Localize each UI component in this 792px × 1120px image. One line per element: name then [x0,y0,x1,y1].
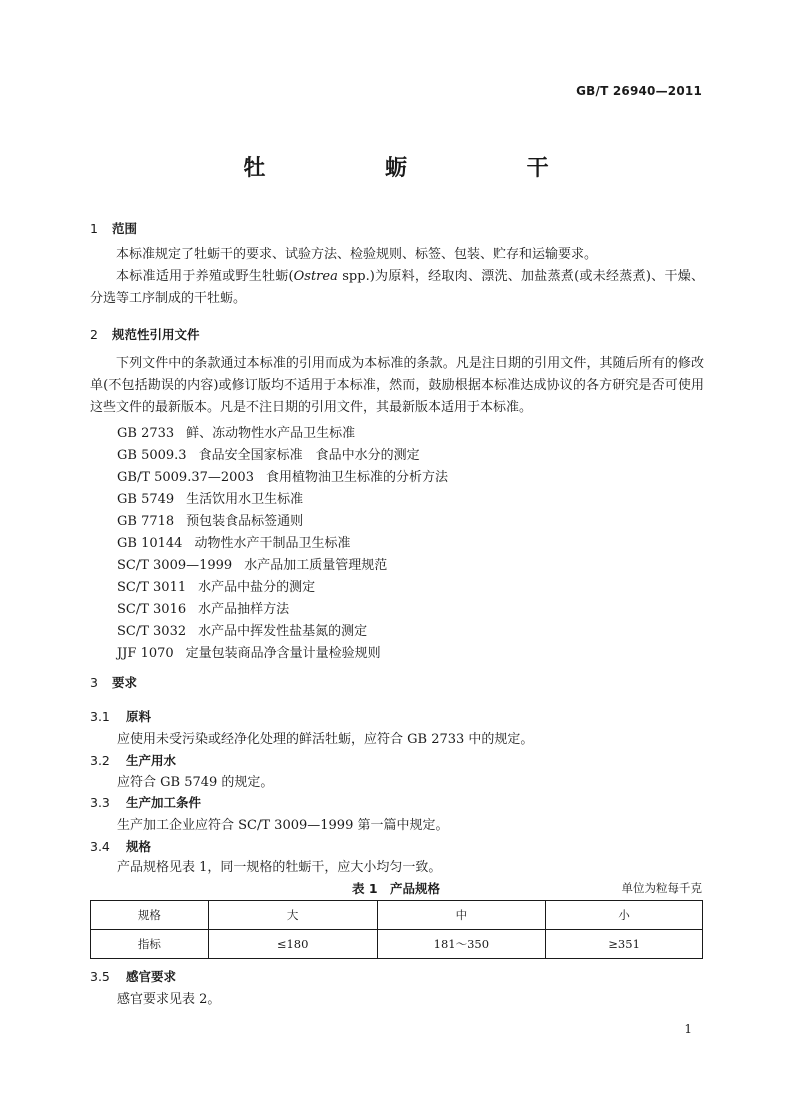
table-header-cell: 中 [377,901,546,930]
reference-title: 水产品中挥发性盐基氮的测定 [198,624,368,639]
scope-species-name: Ostrea [293,269,338,284]
reference-title: 动物性水产干制品卫生标准 [194,536,351,551]
section-3-title: 要求 [112,675,138,690]
reference-item [117,466,448,485]
reference-item [117,642,381,661]
reference-code: JJF 1070 [117,646,174,661]
table-cell: 指标 [91,930,209,959]
table-header-cell: 小 [546,901,703,930]
subsection-title: 规格 [126,839,152,854]
reference-title: 水产品抽样方法 [198,602,290,617]
section-2-title: 规范性引用文件 [112,327,200,342]
subsection-number: 3.5 [90,969,110,984]
reference-code: SC/T 3011 [117,580,187,595]
reference-title: 食用植物油卫生标准的分析方法 [265,470,448,485]
subsection-title: 原料 [126,709,152,724]
subsection-3-5-text: 感官要求见表 2。 [117,992,221,1007]
table-1-caption: 表 1 产品规格 [351,881,441,896]
section-1-heading [90,219,137,237]
subsection-number: 3.3 [90,795,110,810]
subsection-3-1-heading [90,707,151,725]
section-2-number: 2 [90,327,98,342]
section-1-paragraph-2 [90,266,704,310]
standard-code: GB/T 26940—2011 [576,84,702,98]
section-1-number: 1 [90,221,98,236]
reference-title: 水产品中盐分的测定 [198,580,316,595]
reference-title: 鲜、冻动物性水产品卫生标准 [186,426,356,441]
reference-item [117,488,303,507]
reference-code: GB 5749 [117,492,175,507]
subsection-3-4-heading [90,837,151,855]
reference-code: SC/T 3009—1999 [117,558,233,573]
reference-item [117,620,367,639]
subsection-number: 3.4 [90,839,110,854]
table-cell: 181～350 [377,930,546,959]
reference-code: GB 2733 [117,426,175,441]
subsection-number: 3.2 [90,753,110,768]
reference-title: 水产品加工质量管理规范 [244,558,388,573]
reference-item [117,554,387,573]
table-header-cell: 大 [208,901,377,930]
reference-code: SC/T 3016 [117,602,187,617]
table-header-cell: 规格 [91,901,209,930]
section-3-heading [90,673,137,691]
reference-code: SC/T 3032 [117,624,187,639]
section-2-heading [90,325,200,343]
subsection-3-4-text: 产品规格见表 1，同一规格的牡蛎干，应大小均匀一致。 [117,860,442,875]
table-row [91,930,703,959]
subsection-title: 生产用水 [126,753,177,768]
reference-item [117,444,420,463]
reference-title: 定量包装商品净含量计量检验规则 [185,646,381,661]
reference-item [117,532,350,551]
subsection-3-5-heading [90,967,176,985]
subsection-3-2-heading [90,751,176,769]
reference-title: 生活饮用水卫生标准 [186,492,304,507]
table-header-row [91,901,703,930]
subsection-title: 生产加工条件 [126,795,202,810]
table-1-unit: 单位为粒每千克 [621,881,702,895]
reference-item [117,510,303,529]
section-2-intro: 下列文件中的条款通过本标准的引用而成为本标准的条款。凡是注日期的引用文件，其随后所有的修改单(不包括勘误的内容)或修订版均不适用于本标准，然而，鼓励根据本标准达成协议的各方研究是否可使用这些文件的最新版本。凡是不注日期的引用文件，其最新版本适用于本标准。 [90,356,704,415]
section-1-title: 范围 [112,221,138,236]
subsection-number: 3.1 [90,709,110,724]
table-cell: ≥351 [546,930,703,959]
reference-code: GB/T 5009.37—2003 [117,470,254,485]
reference-title: 食品安全国家标准 食品中水分的测定 [198,448,420,463]
table-cell: ≤180 [208,930,377,959]
section-1-paragraph-1: 本标准规定了牡蛎干的要求、试验方法、检验规则、标签、包装、贮存和运输要求。 [116,247,598,262]
section-3-number: 3 [90,675,98,690]
reference-item [117,422,355,441]
document-title: 牡 蛎 干 [243,156,605,181]
reference-code: GB 5009.3 [117,448,187,463]
subsection-3-3-heading [90,793,201,811]
page-number: 1 [684,1022,692,1036]
subsection-3-3-text: 生产加工企业应符合 SC/T 3009—1999 第一篇中规定。 [117,818,449,833]
scope-text-before: 本标准适用于养殖或野生牡蛎( [116,269,294,284]
scope-text-after: spp.)为原料，经取肉、漂洗、加盐蒸煮(或未经蒸煮)、干燥、分选等工序制成的干牡蛎。 [90,269,705,306]
subsection-title: 感官要求 [126,969,177,984]
reference-code: GB 7718 [117,514,175,529]
reference-title: 预包装食品标签通则 [186,514,304,529]
table-1-product-specification [90,900,703,959]
reference-item [117,576,315,595]
subsection-3-1-text: 应使用未受污染或经净化处理的鲜活牡蛎，应符合 GB 2733 中的规定。 [117,732,534,747]
subsection-3-2-text: 应符合 GB 5749 的规定。 [117,775,274,790]
reference-code: GB 10144 [117,536,183,551]
reference-item [117,598,289,617]
